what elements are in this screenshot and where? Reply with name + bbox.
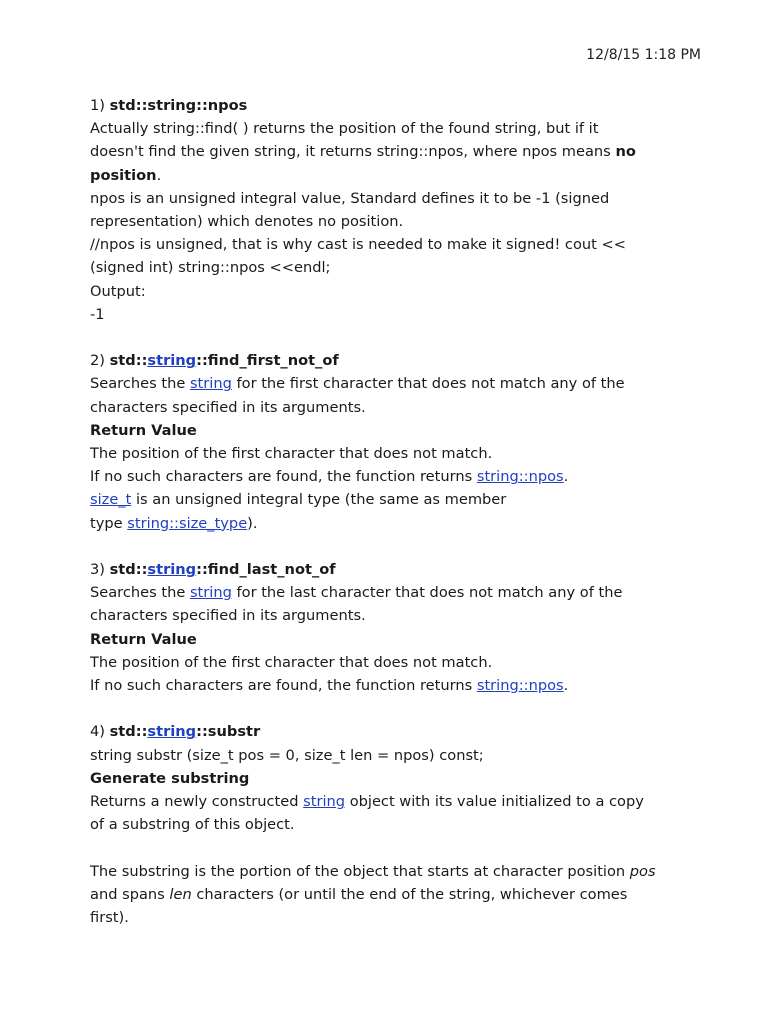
text-line: of a substring of this object. xyxy=(90,816,295,834)
subheading xyxy=(90,628,690,651)
text-line xyxy=(90,790,690,813)
section-title: std::string::npos xyxy=(109,97,248,114)
text-line: //npos is unsigned, that is why cast is needed to make it signed! cout << xyxy=(90,236,626,254)
section-1-heading xyxy=(90,94,690,117)
section-number: 3) xyxy=(90,561,110,579)
text-line xyxy=(90,512,690,535)
text-line: (signed int) string::npos <<endl; xyxy=(90,259,331,277)
text-line: npos is an unsigned integral value, Standard defines it to be -1 (signed xyxy=(90,189,610,207)
size-t-link[interactable]: size_t xyxy=(90,491,132,509)
text-span: The substring is the portion of the object that starts at character position xyxy=(90,862,630,880)
text-span: . xyxy=(156,166,162,184)
text-line xyxy=(90,465,690,488)
section-2-heading xyxy=(90,349,690,372)
text-span: object with its value initialized to a copy xyxy=(345,793,644,811)
text-span: ). xyxy=(247,514,258,532)
bold-span: no xyxy=(615,143,636,161)
string-link[interactable]: string xyxy=(189,584,232,602)
text-span: and spans xyxy=(90,885,170,903)
section-number: 1) xyxy=(90,97,110,114)
text-line: Output: xyxy=(90,282,146,300)
string-link[interactable]: string xyxy=(189,375,232,393)
text-span: . xyxy=(563,468,569,486)
title-span: ::find_first_not_of xyxy=(196,352,339,370)
spacer xyxy=(90,535,690,558)
section-title xyxy=(110,352,339,369)
subheading xyxy=(90,767,690,790)
text-line: representation) which denotes no position. xyxy=(90,213,404,231)
text-span: If no such characters are found, the function returns xyxy=(90,468,477,486)
spacer xyxy=(90,697,690,720)
section-number: 4) xyxy=(90,723,110,741)
text-line: The position of the first character that does not match. xyxy=(90,445,493,463)
text-span: Searches the xyxy=(90,375,190,393)
size-type-link[interactable]: string::size_type xyxy=(127,514,248,532)
string-link[interactable]: string xyxy=(303,793,346,811)
section-3-heading xyxy=(90,558,690,581)
npos-link[interactable]: string::npos xyxy=(476,677,564,695)
document-body xyxy=(90,94,690,929)
text-span: for the first character that does not match any of the xyxy=(231,375,625,393)
text-span: is an unsigned integral type (the same as member xyxy=(131,491,507,509)
text-line xyxy=(90,140,690,163)
spacer xyxy=(90,836,690,859)
title-span: std:: xyxy=(109,352,148,370)
title-span: std:: xyxy=(109,723,148,741)
text-span: for the last character that does not match any of the xyxy=(231,584,623,602)
text-line: characters specified in its arguments. xyxy=(90,398,366,416)
text-line xyxy=(90,372,690,395)
subheading xyxy=(90,419,690,442)
title-span: ::find_last_not_of xyxy=(196,561,336,579)
text-span: Searches the xyxy=(90,584,190,602)
title-span: ::substr xyxy=(196,723,261,741)
npos-link[interactable]: string::npos xyxy=(476,468,564,486)
section-4-heading xyxy=(90,720,690,743)
generate-substring-heading: Generate substring xyxy=(90,769,250,787)
spacer xyxy=(90,326,690,349)
return-value-heading: Return Value xyxy=(90,630,197,648)
italic-span: len xyxy=(169,885,192,903)
bold-span: position xyxy=(90,166,157,184)
text-line: The position of the first character that does not match. xyxy=(90,653,493,671)
section-title xyxy=(110,561,336,578)
string-link[interactable]: string xyxy=(147,352,197,370)
text-line: characters specified in its arguments. xyxy=(90,607,366,625)
text-line xyxy=(90,860,690,883)
text-line xyxy=(90,164,690,187)
text-span: characters (or until the end of the string, whichever comes xyxy=(191,885,628,903)
text-span: . xyxy=(563,677,569,695)
text-span: type xyxy=(90,514,128,532)
title-span: std:: xyxy=(109,561,148,579)
text-line: Actually string::find( ) returns the position of the found string, but if it xyxy=(90,120,599,138)
text-line xyxy=(90,488,690,511)
text-line: -1 xyxy=(90,305,105,323)
signature-line: string substr (size_t pos = 0, size_t len = npos) const; xyxy=(90,746,484,764)
text-line xyxy=(90,581,690,604)
timestamp: 12/8/15 1:18 PM xyxy=(586,47,701,63)
return-value-heading: Return Value xyxy=(90,421,197,439)
text-span: If no such characters are found, the function returns xyxy=(90,677,477,695)
section-title xyxy=(110,723,261,740)
string-link[interactable]: string xyxy=(147,723,197,741)
text-span: Returns a newly constructed xyxy=(90,793,304,811)
text-line xyxy=(90,883,690,906)
section-number: 2) xyxy=(90,352,110,370)
text-span: doesn't find the given string, it returns string::npos, where npos means xyxy=(90,143,616,161)
string-link[interactable]: string xyxy=(147,561,197,579)
italic-span: pos xyxy=(629,862,656,880)
text-line xyxy=(90,674,690,697)
text-line: first). xyxy=(90,909,129,927)
